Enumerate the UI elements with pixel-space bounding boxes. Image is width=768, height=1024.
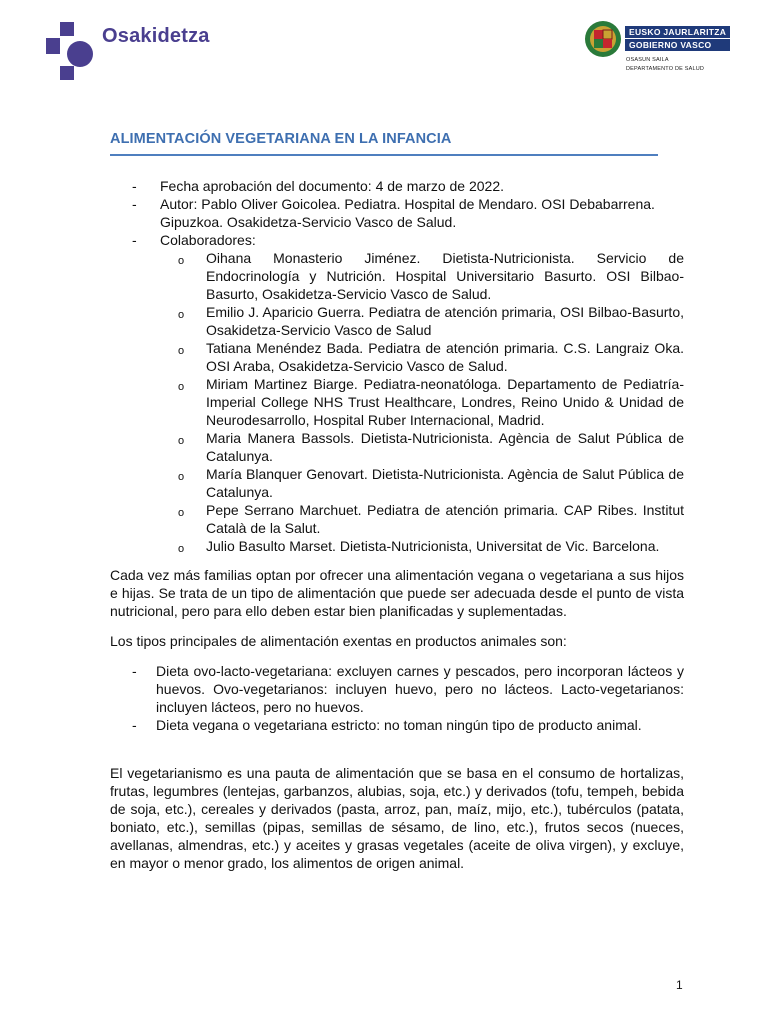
- diet-types-list: [132, 662, 684, 734]
- circle-bullet-icon: o: [178, 507, 185, 519]
- circle-bullet-icon: o: [178, 543, 185, 555]
- collaborator-item: o Miriam Martinez Biarge. Pediatra-neonatóloga. Departamento de Pediatría-Imperial College NHS Trust Healthcare, Londres, Reino Unido & Unidad de Neurodesarrollo, Hospital Ruber Internacional, Madrid.: [178, 376, 684, 428]
- org-name: Osakidetza: [102, 25, 210, 47]
- circle-bullet-icon: o: [178, 471, 185, 483]
- collaborator-item: o María Blanquer Genovart. Dietista-Nutricionista. Agència de Salut Pública de Catalunya.: [178, 466, 684, 500]
- meta-author: - Autor: Pablo Oliver Goicolea. Pediatra. Hospital de Mendaro. OSI Debabarrena. Gipuzkoa. Osakidetza-Servicio Vasco de Salud.: [132, 196, 655, 230]
- basque-shield-icon: [584, 20, 622, 58]
- dash-bullet: -: [132, 663, 137, 679]
- collaborator-item: o Tatiana Menéndez Bada. Pediatra de atención primaria. C.S. Langraiz Oka. OSI Araba, Osakidetza-Servicio Vasco de Salud.: [178, 340, 684, 374]
- gobierno-vasco-logo: [584, 20, 734, 74]
- collaborator-item: o Emilio J. Aparicio Guerra. Pediatra de atención primaria, OSI Bilbao-Basurto, Osakidetza-Servicio Vasco de Salud: [178, 304, 684, 338]
- dash-bullet: -: [132, 178, 137, 194]
- circle-bullet-icon: o: [178, 435, 185, 447]
- gov-line-2: GOBIERNO VASCO: [625, 39, 730, 51]
- dept-line-2: DEPARTAMENTO DE SALUD: [626, 66, 705, 72]
- collaborator-item: o Pepe Serrano Marchuet. Pediatra de atención primaria. CAP Ribes. Institut Català de la Salut.: [178, 502, 684, 536]
- diet-type-item: - Dieta ovo-lacto-vegetariana: excluyen carnes y pescados, pero incorporan lácteos y huevos. Ovo-vegetarianos: incluyen huevo, pero no lácteos. Lacto-vegetarianos: incluyen lácteos, pero no huevos.: [132, 663, 684, 715]
- collaborator-item: o Oihana Monasterio Jiménez. Dietista-Nutricionista. Servicio de Endocrinología y Nutrición. Hospital Universitario Basurto. OSI Bilbao-Basurto, Osakidetza-Servicio Vasco de Salud.: [178, 250, 684, 302]
- title-divider: [110, 154, 658, 156]
- diet-type-item: - Dieta vegana o vegetariana estricto: no toman ningún tipo de producto animal.: [132, 717, 642, 733]
- collaborator-item: o Julio Basulto Marset. Dietista-Nutricionista, Universitat de Vic. Barcelona.: [178, 537, 684, 558]
- circle-bullet-icon: o: [178, 345, 185, 357]
- document-meta-list: [132, 177, 684, 558]
- document-title: ALIMENTACIÓN VEGETARIANA EN LA INFANCIA: [110, 131, 452, 147]
- types-paragraph: Los tipos principales de alimentación exentas en productos animales son:: [110, 633, 567, 649]
- meta-date: - Fecha aprobación del documento: 4 de marzo de 2022.: [132, 178, 505, 194]
- circle-bullet-icon: o: [178, 309, 185, 321]
- dash-bullet: -: [132, 232, 137, 248]
- gov-line-1: EUSKO JAURLARITZA: [625, 26, 730, 38]
- vegetarianism-paragraph: El vegetarianismo es una pauta de alimentación que se basa en el consumo de hortalizas, frutas, legumbres (lentejas, garbanzos, alubias, soja, etc.) y derivados (tofu, tempeh, bebida de soja, etc.), cereales y derivados (pasta, arroz, pan, maíz, mijo, etc.), tubérculos (patata, boniato, etc.), semillas (pipas, semillas de sésamo, de lino, etc.), frutos secos (nueces, avellanas, almendras, etc.) y aceites y grasas vegetales (aceite de oliva virgen), y excluye, en mayor o menor grado, los alimentos de origen animal.: [110, 765, 684, 871]
- dept-line-1: OSASUN SAILA: [626, 57, 669, 63]
- collaborators-list: [132, 249, 684, 558]
- circle-bullet-icon: o: [178, 381, 185, 393]
- intro-paragraph: Cada vez más familias optan por ofrecer una alimentación vegana o vegetariana a sus hijos e hijas. Se trata de un tipo de alimentación que puede ser adecuada desde el punto de vista nutricional, pero para ello deben estar bien planificadas y suplementadas.: [110, 567, 684, 619]
- osakidetza-logo: [44, 18, 210, 82]
- page-number: 1: [676, 978, 683, 992]
- collaborator-item: o Maria Manera Bassols. Dietista-Nutricionista. Agència de Salut Pública de Catalunya.: [178, 430, 684, 464]
- dash-bullet: -: [132, 717, 137, 733]
- dash-bullet: -: [132, 196, 137, 212]
- circle-bullet-icon: o: [178, 255, 185, 267]
- osakidetza-cross-icon: [44, 18, 100, 82]
- meta-collaborators-heading: - Colaboradores:: [132, 232, 256, 248]
